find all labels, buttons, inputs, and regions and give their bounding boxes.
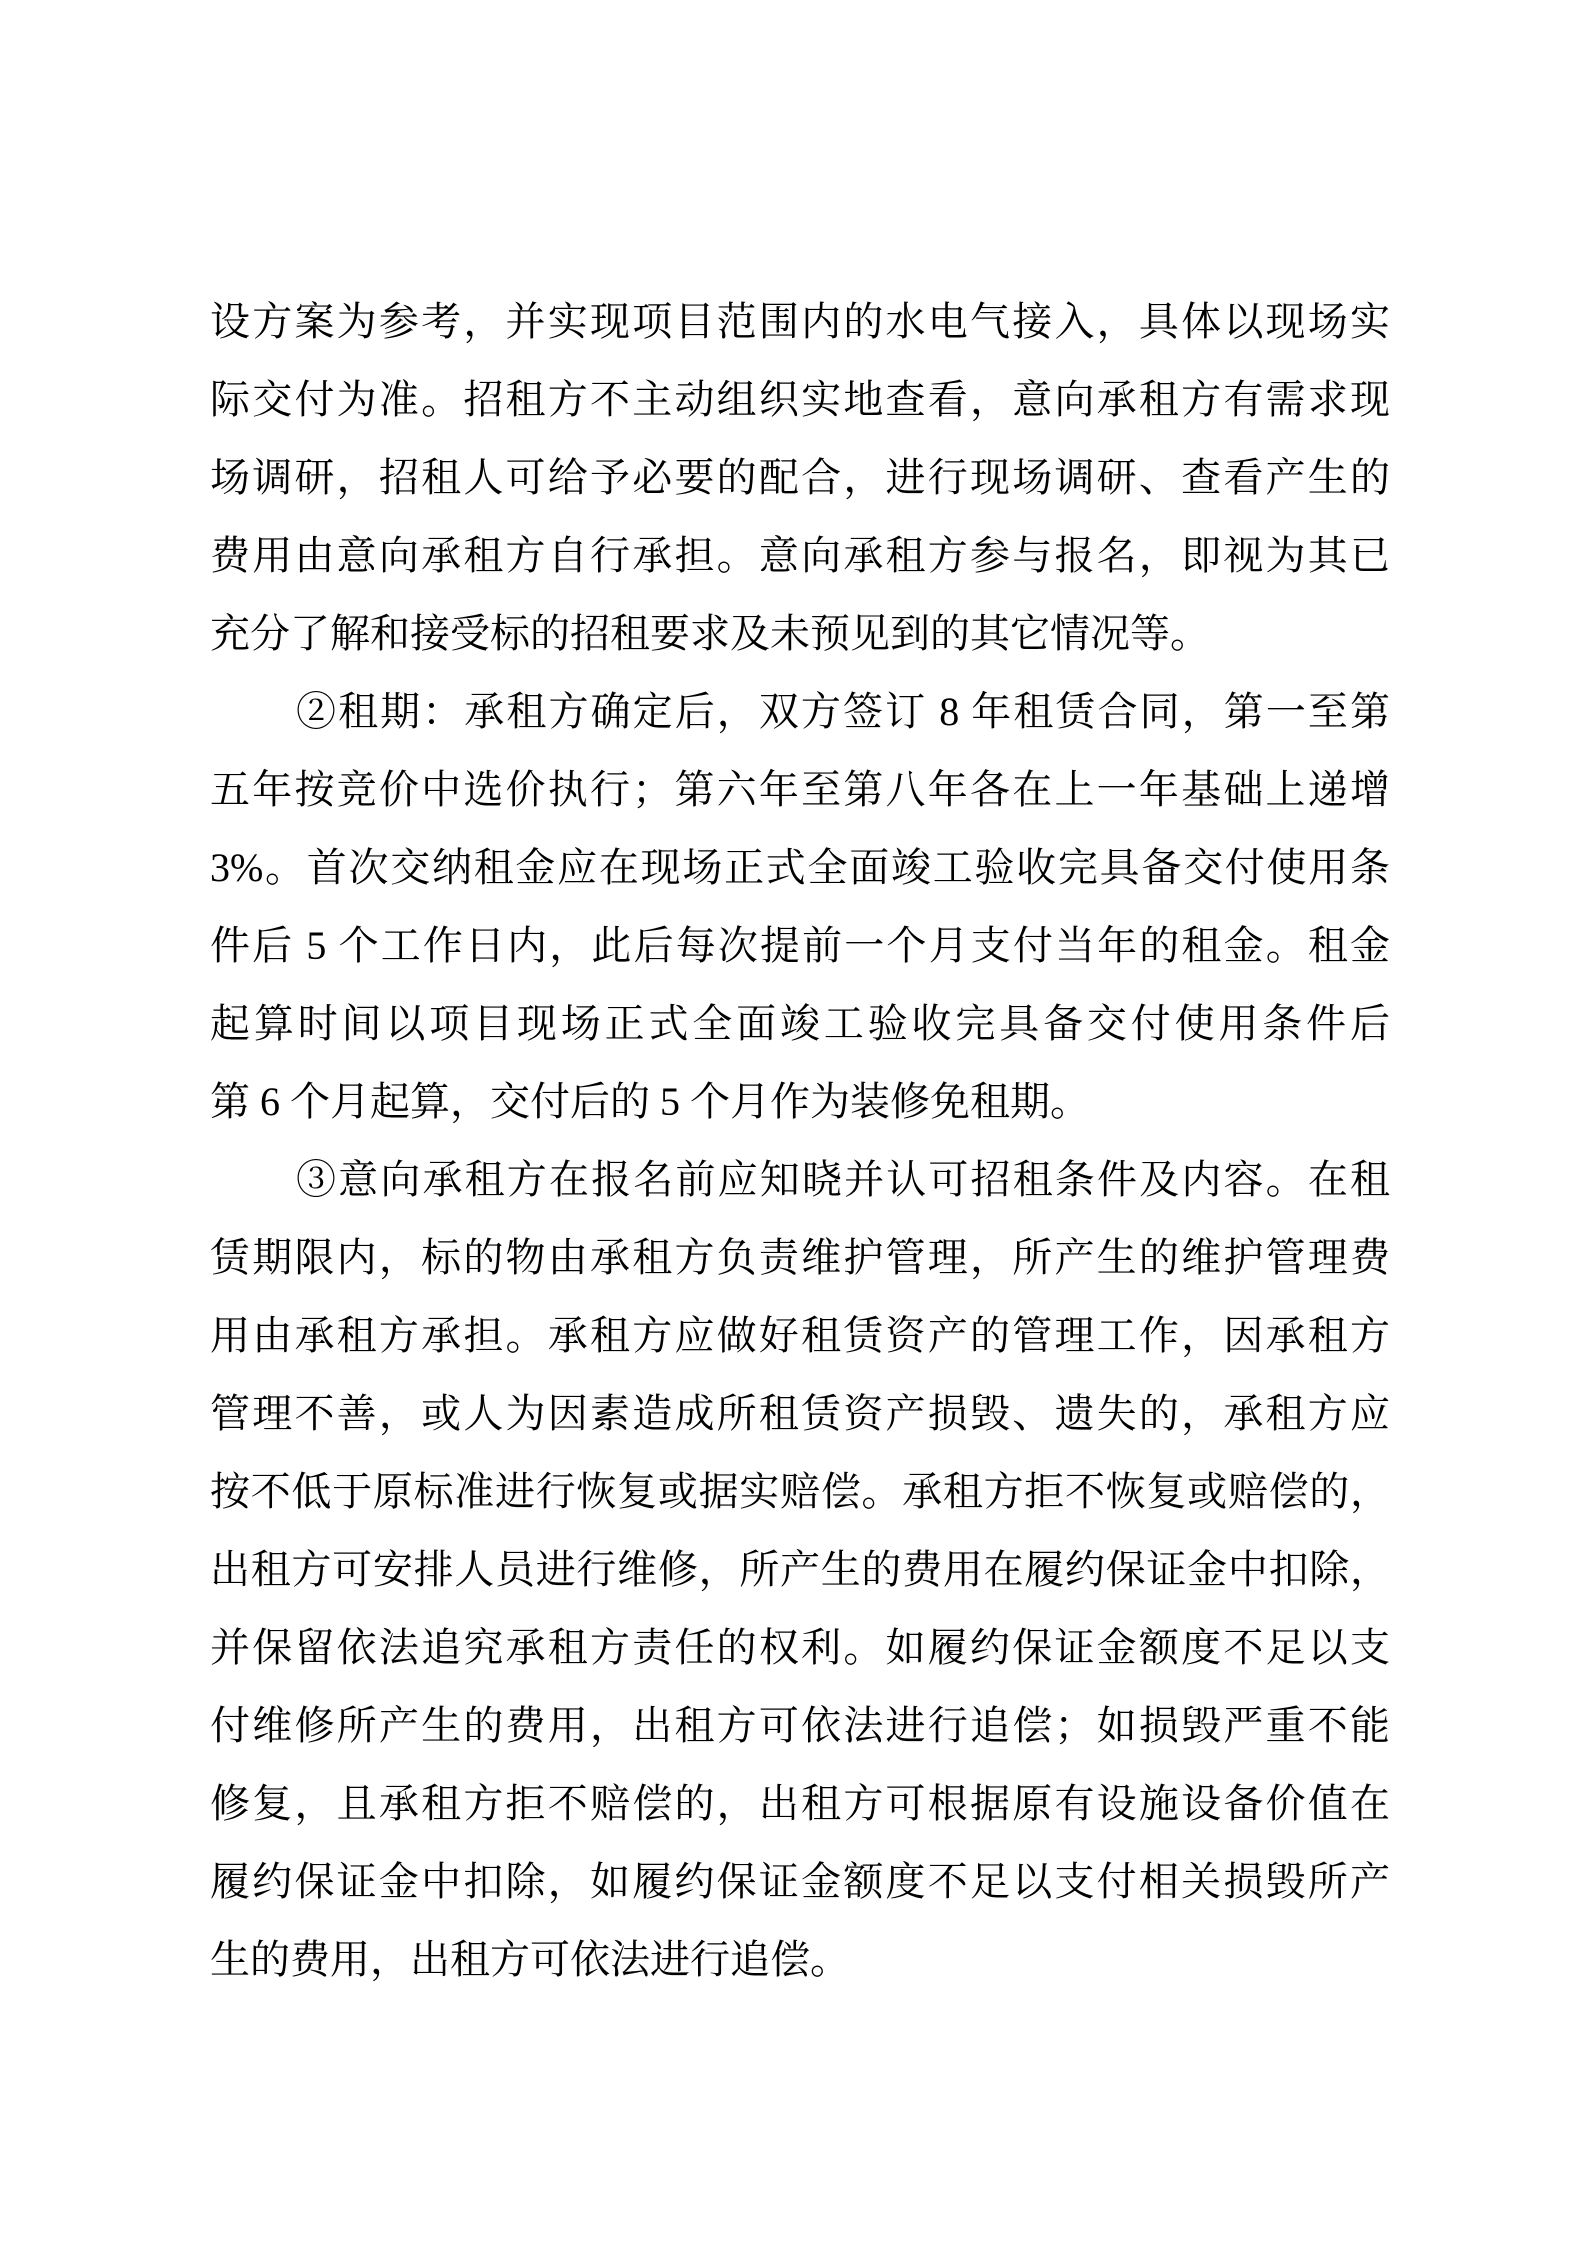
text-line: 生的费用，出租方可依法进行追偿。	[210, 1937, 850, 1982]
text-line: 付维修所产生的费用，出租方可依法进行追偿；如损毁严重不能	[210, 1703, 1390, 1748]
text-line: ③意向承租方在报名前应知晓并认可招租条件及内容。在租	[296, 1157, 1390, 1202]
text-line: ②租期：承租方确定后，双方签订 8 年租赁合同，第一至第	[296, 689, 1390, 734]
text-line: 赁期限内，标的物由承租方负责维护管理，所产生的维护管理费	[210, 1235, 1390, 1280]
text-line: 用由承租方承担。承租方应做好租赁资产的管理工作，因承租方	[210, 1313, 1390, 1358]
text-line: 管理不善，或人为因素造成所租赁资产损毁、遗失的，承租方应	[210, 1391, 1390, 1436]
text-line: 费用由意向承租方自行承担。意向承租方参与报名，即视为其已	[210, 533, 1390, 578]
text-line: 3%。首次交纳租金应在现场正式全面竣工验收完具备交付使用条	[210, 845, 1390, 890]
text-line: 按不低于原标准进行恢复或据实赔偿。承租方拒不恢复或赔偿的，	[210, 1469, 1390, 1514]
text-block	[210, 283, 1390, 1999]
text-line: 设方案为参考，并实现项目范围内的水电气接入，具体以现场实	[210, 299, 1390, 344]
text-line: 并保留依法追究承租方责任的权利。如履约保证金额度不足以支	[210, 1625, 1390, 1670]
text-line: 出租方可安排人员进行维修，所产生的费用在履约保证金中扣除，	[210, 1547, 1390, 1592]
text-line: 件后 5 个工作日内，此后每次提前一个月支付当年的租金。租金	[210, 923, 1390, 968]
text-line: 修复，且承租方拒不赔偿的，出租方可根据原有设施设备价值在	[210, 1781, 1390, 1826]
text-line: 五年按竞价中选价执行；第六年至第八年各在上一年基础上递增	[210, 767, 1390, 812]
text-line: 场调研，招租人可给予必要的配合，进行现场调研、查看产生的	[210, 455, 1390, 500]
text-line: 际交付为准。招租方不主动组织实地查看，意向承租方有需求现	[210, 377, 1390, 422]
text-line: 充分了解和接受标的招租要求及未预见到的其它情况等。	[210, 611, 1210, 656]
text-line: 履约保证金中扣除，如履约保证金额度不足以支付相关损毁所产	[210, 1859, 1390, 1904]
text-line: 起算时间以项目现场正式全面竣工验收完具备交付使用条件后	[210, 1001, 1390, 1046]
text-line: 第 6 个月起算，交付后的 5 个月作为装修免租期。	[210, 1079, 1090, 1124]
